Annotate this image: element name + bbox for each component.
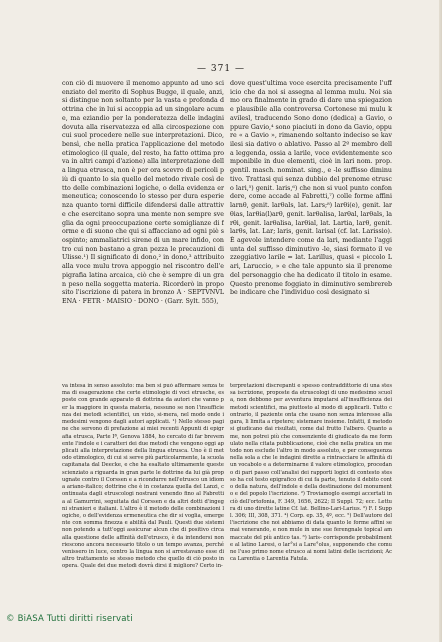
right-column-main-text [230, 80, 392, 380]
copyright-watermark: © BiASA Tutti diritti riservati [6, 614, 133, 624]
left-main-paragraph: con ciò di muovere il menomo appunto ad uno scienziato del merito di Sophus Bugge, il quale, anzi, si distingue non soltanto per la vasta e profonda dottrina che in lui si accoppia ad un singolare acume, ma eziandio per la ponderatezza delle indagini dovuta alla riservatezza ed alla circospezione con cui suol procedere nelle sue interpretazioni. Dico, bensì, che nella pratica l'applicazione del metodo etimologico (il quale, del resto, ha fatto ottima prova in altri campi d'azione) alla interpretazione della lingua etrusca, non è per ora scevro di pericoli più di quanto lo sia quello del metodo rivale così detto delle combinazioni logiche, o della evidenza ermeneutica; conoscendo lo stesso per dura esperienza quanto torni difficile difendersi dalle attrattive che esercitano sopra una mente non sempre sveglia da ogni preoccupazione certe somiglianze di forme e di suono che qui si affacciano ad ogni piè sospinto; ammaliatrici sirene di un mare infido, contro cui non bastano a gran pezza le precauzioni di Ulisse.¹) Il significato di dono,² in dono,³ attribuito alla voce mulu trova appoggio nel riscontro dell'epigrafia latina arcaica, ciò che è sempre di un gran peso nella soggetta materia. Ricorderò in proposito l'iscrizione di patera in bronzo A · SEPTVNVLENA · FETR · MAISIO · DONO · (Garr. Sylt. 555), [62, 80, 224, 305]
left-column-footnotes [62, 383, 224, 615]
right-footnotes-text: terpretazioni discrepanti e spesso contraddittorie di una stessa iscrizione, proposte da etruscologi di uno medesimo scuola, non debbono per avventura imputarsi all'insufficienza dei metodi scientifici, ma piuttosto al modo di applicarli. Tutto contrario, il paziente onta che usano non senza interesse alla gara, li limita a ripetere; sistemare insieme. Infatti, il metodo si giudicano dai risultati, come dal frutto l'albero. Quanto a me, non potrei più che consenziente di giudicato da me formulato nella citata pubblicazione, cioè che nella pratica un metodo non esclude l'altro in modo assoluto, e per conseguenza nella sola a che le indagini dirette a rintracciare le affinità di un vocabolo e a determinarne il valore etimologico, procedano di pari passo coll'analisi dei rapporti logici di contesto stesso ha col testo epigrafico di cui fa parte, tenuto il debito conto della natura, dell'indole e della destinazione del monumento e del popolo l'iscrizione. ²) Troviamoglo esempi accertati in ciò dell'ortofonia, F. 349, 1656, 2622; II Suppl. 72; ecc. Lettura di uno dirette latine Cf. lat. Bellino-Lari-Larius. ³) F. I Suppl. 306; III, 308, 371. ⁴) Corp. ep. 35, 4º, ecc. ⁵) Dell'autore dell'iscrizione che noi abbiamo di data quanto le forme affini se mai venerando, e non mule in une sue ferengnale topical ammaccate del più antico tas. ⁶) laris- corrisponde probabilmente al latino Laresi, o lar°si a Lare°olus, supponendo che comune l'uso primo nome etrusco ai nomi latini delle iscrizioni; Acca Larentia o Larentia Fatula. [230, 383, 392, 563]
right-column-footnotes [230, 383, 392, 615]
right-main-paragraph: dove quest'ultima voce esercita precisamente l'ufficio che da noi si assegna al lemma mulu. Noi siamo ora finalmente in grado di dare una spiegazione plausibile alla controversa Cortonese mi mulu kavilesl, traducendo Sono dono (dedica) a Gavio, oppure Gavio,⁴ sono piaciuti in dono da Gavio, oppure « a Gavio », rimanendo soltanto indeciso se kavilesi sia dativo o ablativo. Passo al 2º membro della leggenda, ossia a larile, voce evidentemente scomponibile in due elementi, cioè in lari nom. prop. gentil. masch. nominat. sing., e -le suffisso diminutivo. Trattasi qui senza dubbio del prenome etrusco lari,⁵) genit. laris,⁶) che non si vuol punto confondere, come accade al Fabretti,⁷) colle forme affini larnθ, genit. larθals, lat. Lars;⁸) larθi(e), genit. larθias, larθia(l)arθ, genit. larθalisa, larθal, larθals, larθi, genit. larθalisa, larθial, lat. Lartia, larθ, genit. larθs, lat. Lar; laris, genit. larisal (cf. lat. Larissio). È agevole intendere come da lari, mediante l'aggiunta del suffisso diminutivo -le, siasi formato il vezzeggiativo larile = lat. Larillus, quasi « piccolo Lari, Laruccio, » e che tale appunto sia il prenome del personaggio che ha dedicato il titolo in esame. Questo prenome foggiato in diminutivo sembrerebbe indicare che l'individuo così designato si [230, 80, 392, 297]
page-number: — 371 — [197, 64, 245, 74]
left-footnotes-text: va intesa in senso assoluto: ma ben si può affermare senza tema di esagerazione che certe etimologie di voci etrusche, esposte con grande apparato di dottrina da autori che vanno per la maggiore in questa materia, nessuno se non l'insufficienza dei metodi scientifici, un vizio, si-mera, nel modo onde i medesimi vengono dagli autori applicati. ¹) Nello stesso pagine che servono di prefazione ai miei recenti Appunti di epigrafia etrusca, Parte Iª, Genova 1884, ho cercato di far brevemente l'indole e i caratteri dei due metodi che vengono oggi applicati alla interpretazione della lingua etrusca. Uno è il metodo etimologico, di cui si serve più particolarmente, la scuola capitanata dal Deecke, e che ha esaltato ultimamente queste scienziato a riguarda in gran parte le dottrine da lui già propugnate contro il Corssen e a ricondurre nell'etrusco un idioma ariano-italico; dottrine che è in costanza quella del Lanzi, continuata dagli etruscologi nostrani venendo fino al Fabretti a al Gamurrini, seguitata dal Corssen e da altri dotti d'ingegni stranieri e italiani. L'altro è il metodo delle combinazioni logiche, o dell'evidenza ermeneutica che dir si voglia, emergente con somma finezza e abilità dal Pauli. Questi due sistemi non potendo a tutt'oggi assicurar alcun che di positivo circa alla questione delle affinità dell'etrusco, è da intendersi non riescono ancora necessario titolo o un tempo avanza, perché venissero in luce, contro la lingua non si arrestavano esse di altro trattamento se stesso metodo che quello di ciò posto in opera. Quale dei due metodi dovrà dirsi il migliore? Certo in- [62, 383, 224, 570]
left-column-main-text [62, 80, 224, 380]
